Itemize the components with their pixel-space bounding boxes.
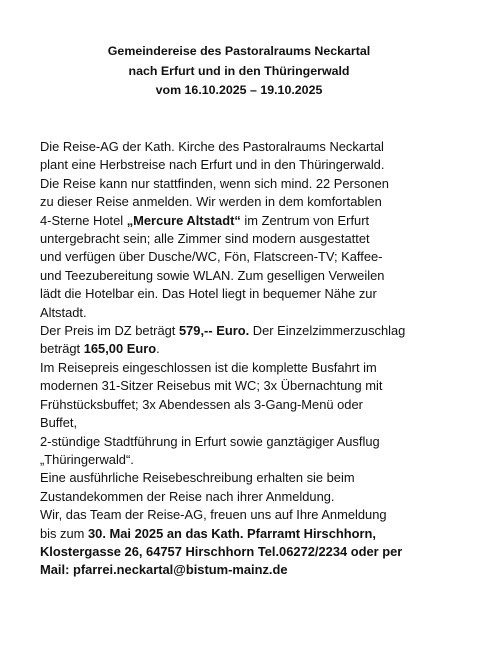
body-line: Die Reise kann nur stattfinden, wenn sich mind. 22 Personen	[40, 175, 389, 191]
body-text: beträgt	[40, 341, 84, 357]
body-line: „Thüringerwald“.	[40, 451, 134, 467]
contact-address: Klostergasse 26, 64757 Hirschhorn Tel.06272/2234 oder per	[40, 543, 403, 559]
body-line: lädt die Hotelbar ein. Das Hotel liegt in bequemer Nähe zur	[40, 286, 377, 302]
body-line: Altstadt.	[40, 304, 87, 320]
single-room-surcharge: 165,00 Euro	[83, 341, 157, 357]
body-line: plant eine Herbstreise nach Erfurt und in den Thüringerwald.	[40, 157, 385, 173]
body-line: 2-stündige Stadtführung in Erfurt sowie ganztägiger Ausflug	[40, 433, 380, 449]
double-room-price: 579,-- Euro.	[178, 323, 250, 339]
body-line: untergebracht sein; alle Zimmer sind modern ausgestattet	[40, 231, 370, 247]
body-line: Die Reise-AG der Kath. Kirche des Pastoralraums Neckartal	[40, 139, 384, 154]
body-line	[40, 212, 450, 230]
body-line: und Teezubereitung sowie WLAN. Zum geselligen Verweilen	[40, 267, 385, 283]
body-line: und verfügen über Dusche/WC, Fön, Flatscreen-TV; Kaffee-	[40, 249, 383, 265]
title-line-2: nach Erfurt und in den Thüringerwald	[128, 63, 350, 78]
body-text: Der Einzelzimmerzuschlag	[249, 323, 406, 339]
body-line: modernen 31-Sitzer Reisebus mit WC; 3x Übernachtung mit	[40, 378, 383, 394]
body-line: Zustandekommen der Reise nach ihrer Anmeldung.	[40, 488, 335, 504]
body-line: Buffet,	[40, 415, 78, 431]
body-text: im Zentrum von Erfurt	[240, 212, 370, 228]
body-line: Im Reisepreis eingeschlossen ist die komplette Busfahrt im	[40, 359, 377, 375]
body-line: Wir, das Team der Reise-AG, freuen uns auf Ihre Anmeldung	[40, 507, 387, 523]
hotel-name: „Mercure Altstadt“	[126, 212, 241, 228]
contact-email: Mail: pfarrei.neckartal@bistum-mainz.de	[40, 562, 288, 578]
body-line	[40, 525, 450, 543]
document-title	[0, 42, 478, 101]
body-line	[40, 340, 450, 358]
body-line: Frühstücksbuffet; 3x Abendessen als 3-Gang-Menü oder	[40, 396, 363, 412]
body-text: 4-Sterne Hotel	[40, 212, 127, 228]
body-text: Der Preis im DZ beträgt	[40, 323, 179, 339]
body-line	[40, 322, 450, 340]
title-line-3: vom 16.10.2025 – 19.10.2025	[155, 83, 323, 97]
body-text: bis zum	[40, 525, 88, 541]
body-text: .	[156, 341, 160, 357]
title-line-1: Gemeindereise des Pastoralraums Neckartal	[107, 44, 371, 58]
body-line: zu dieser Reise anmelden. Wir werden in dem komfortablen	[40, 194, 382, 210]
registration-deadline: 30. Mai 2025 an das Kath. Pfarramt Hirschhorn,	[88, 525, 376, 541]
body-line: Eine ausführliche Reisebeschreibung erhalten sie beim	[40, 470, 355, 486]
document-body	[40, 138, 450, 580]
